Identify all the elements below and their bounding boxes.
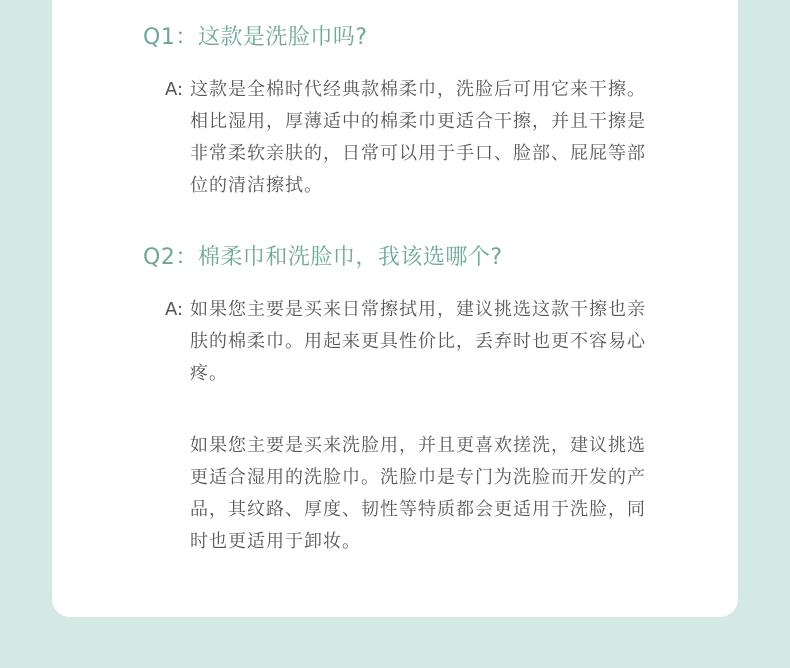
faq-answer-prefix-1: A: (165, 79, 184, 100)
faq-answer-2-extra: 如果您主要是买来洗脸用，并且更喜欢搓洗，建议挑选更适合湿用的洗脸巾。洗脸巾是专门为洗脸而开发的产品，其纹路、厚度、韧性等特质都会更适用于洗脸，同时也更适用于卸妆。 (190, 435, 646, 552)
faq-answer-2: 如果您主要是买来日常擦拭用，建议挑选这款干擦也亲肤的棉柔巾。用起来更具性价比，丢弃时也更不容易心疼。 (190, 299, 646, 384)
faq-question-1: Q1：这款是洗脸巾吗? (143, 25, 368, 50)
faq-answer-1: 这款是全棉时代经典款棉柔巾，洗脸后可用它来干擦。相比湿用，厚薄适中的棉柔巾更适合干擦，并且干擦是非常柔软亲肤的，日常可以用于手口、脸部、屁屁等部位的清洁擦拭。 (190, 79, 646, 196)
faq-answer-prefix-2: A: (165, 299, 184, 320)
faq-question-2: Q2：棉柔巾和洗脸巾，我该选哪个? (143, 245, 503, 270)
